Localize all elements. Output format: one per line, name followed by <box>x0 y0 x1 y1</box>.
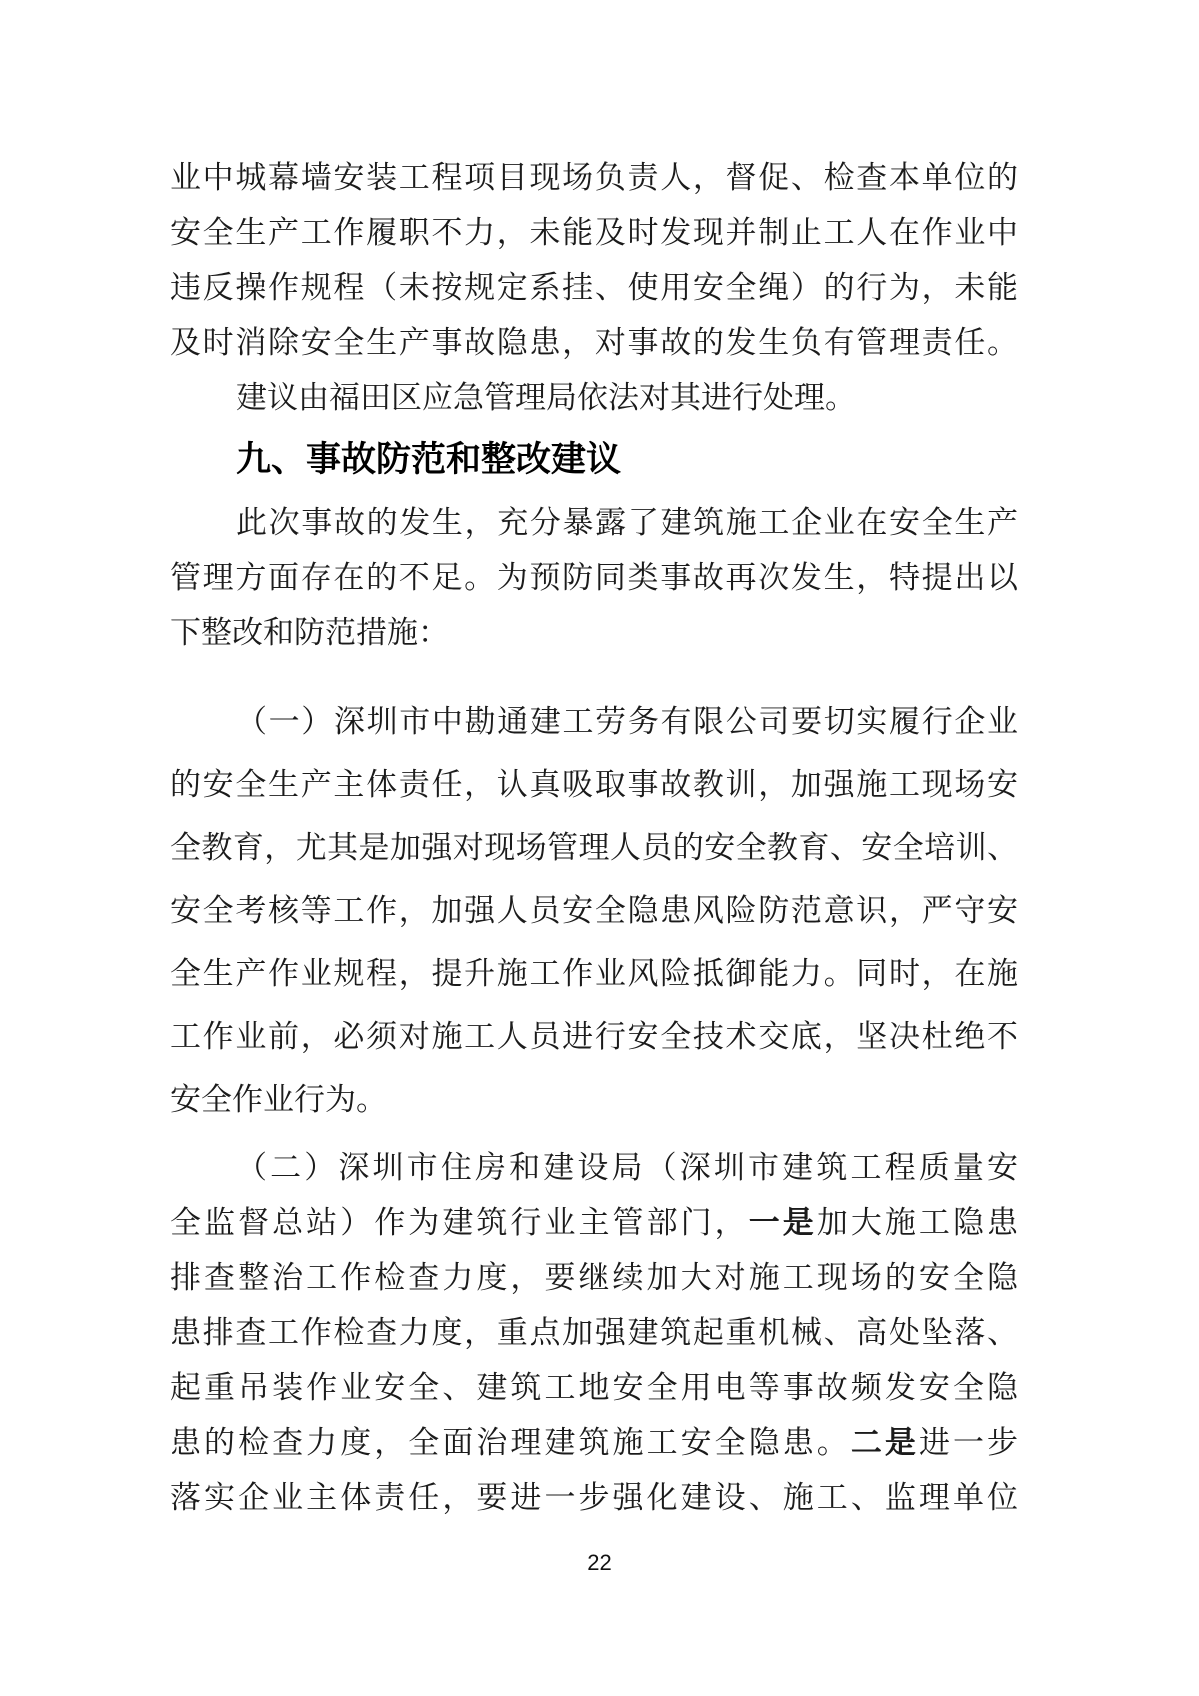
text-run: 下整改和防范措施： <box>170 615 449 650</box>
text-run: 此次事故的发生，充分暴露了建筑施工企业在安全生产 <box>236 505 1018 540</box>
text-run: （一）深圳市中勘通建工劳务有限公司要切实履行企业 <box>236 704 1018 739</box>
text-run: 业中城幕墙安装工程项目现场负责人，督促、检查本单位的 <box>170 160 1018 195</box>
text-run: 全监督总站）作为建筑行业主管部门， <box>170 1205 749 1240</box>
text-run: 全生产作业规程，提升施工作业风险抵御能力。同时，在施 <box>170 956 1018 991</box>
text-run: 患排查工作检查力度，重点加强建筑起重机械、高处坠落、 <box>170 1315 1018 1350</box>
text-line <box>170 1195 1018 1250</box>
text-run: 安全生产工作履职不力，未能及时发现并制止工人在作业中 <box>170 215 1018 250</box>
text-line <box>170 753 1018 816</box>
text-line <box>170 1360 1018 1415</box>
text-run: 患的检查力度，全面治理建筑施工安全隐患。 <box>170 1425 851 1460</box>
text-run: 进一步 <box>918 1425 1019 1460</box>
text-run: 管理方面存在的不足。为预防同类事故再次发生，特提出以 <box>170 560 1018 595</box>
page-number: 22 <box>587 1550 612 1575</box>
text-run: 建议由福田区应急管理局依法对其进行处理。 <box>236 380 856 415</box>
text-line <box>170 1250 1018 1305</box>
text-run: 起重吊装作业安全、建筑工地安全用电等事故频发安全隐 <box>170 1370 1018 1405</box>
bold-text-run: 九、事故防范和整改建议 <box>236 440 622 479</box>
document-body <box>170 150 1018 1525</box>
text-line <box>170 1005 1018 1068</box>
text-run: 及时消除安全生产事故隐患，对事故的发生负有管理责任。 <box>170 325 1018 360</box>
bold-text-run: 二是 <box>850 1425 919 1460</box>
text-run: 违反操作规程（未按规定系挂、使用安全绳）的行为，未能 <box>170 270 1018 305</box>
text-line <box>170 150 1018 205</box>
text-run: 工作业前，必须对施工人员进行安全技术交底，坚决杜绝不 <box>170 1019 1018 1054</box>
text-line <box>170 370 1018 425</box>
text-line <box>170 1068 1018 1131</box>
text-line <box>170 690 1018 753</box>
text-line <box>170 315 1018 370</box>
text-run: 落实企业主体责任，要进一步强化建设、施工、监理单位 <box>170 1480 1018 1515</box>
text-line <box>170 942 1018 1005</box>
text-run: 排查整治工作检查力度，要继续加大对施工现场的安全隐 <box>170 1260 1018 1295</box>
text-run: 全教育，尤其是加强对现场管理人员的安全教育、安全培训、 <box>170 830 1018 865</box>
text-line <box>170 550 1018 605</box>
page-footer <box>0 1550 1199 1576</box>
text-line <box>170 495 1018 550</box>
bold-text-run: 一是 <box>748 1205 817 1240</box>
text-run: 加大施工隐患 <box>816 1205 1019 1240</box>
text-run: 安全作业行为。 <box>170 1082 387 1117</box>
text-line <box>170 1140 1018 1195</box>
text-line <box>170 1415 1018 1470</box>
text-line <box>170 260 1018 315</box>
text-run: 的安全生产主体责任，认真吸取事故教训，加强施工现场安 <box>170 767 1018 802</box>
text-line <box>170 879 1018 942</box>
text-line <box>170 205 1018 260</box>
text-line <box>170 1305 1018 1360</box>
text-run: （二）深圳市住房和建设局（深圳市建筑工程质量安 <box>236 1150 1018 1185</box>
text-line <box>170 1470 1018 1525</box>
text-line <box>170 605 1018 660</box>
section-heading <box>170 425 1018 495</box>
text-line <box>170 816 1018 879</box>
text-run: 安全考核等工作，加强人员安全隐患风险防范意识，严守安 <box>170 893 1018 928</box>
